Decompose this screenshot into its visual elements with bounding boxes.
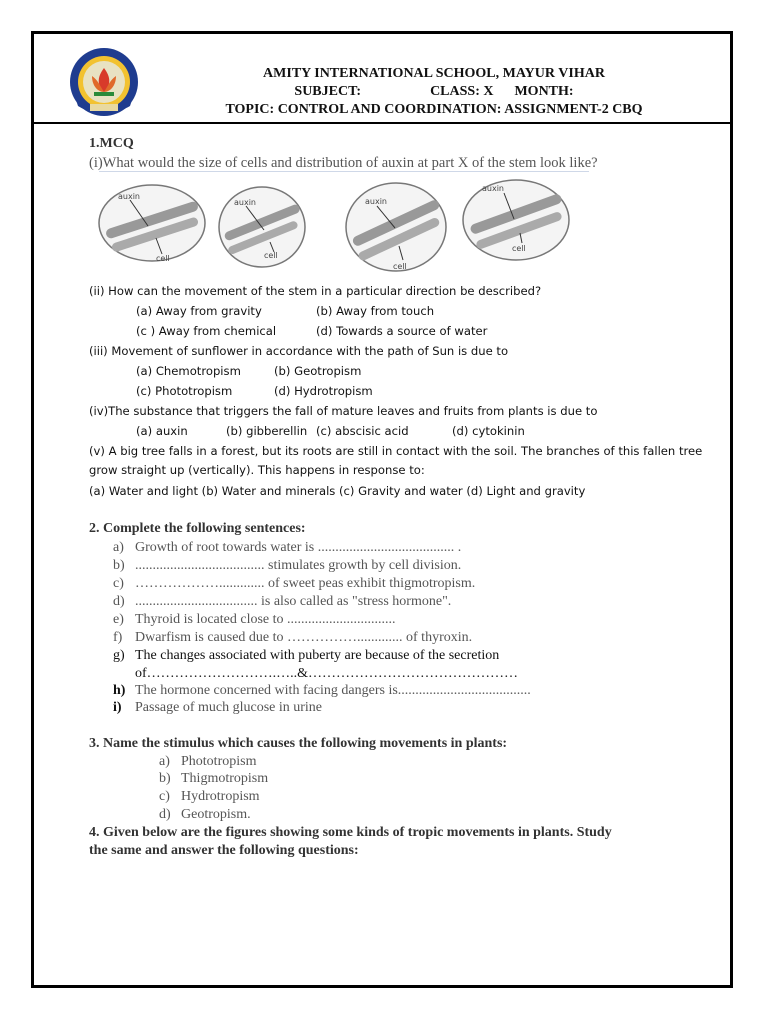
q2-item-d: d) ................................... is also called as "stress hormone". <box>113 594 452 609</box>
cell-label-b: cell <box>264 251 278 260</box>
q3-item-d: d) Geotropism. <box>159 807 251 822</box>
school-name: AMITY INTERNATIONAL SCHOOL, MAYUR VIHAR <box>263 66 605 81</box>
q1-iii-option-d: (d) Hydrotropism <box>274 384 373 398</box>
q1-v-options: (a) Water and light (b) Water and minerals (c) Gravity and water (d) Light and gravity <box>89 484 586 498</box>
q2-item-a: a) Growth of root towards water is ....................................... . <box>113 540 462 555</box>
q4-prompt <box>89 824 612 860</box>
q1-iv-option-d: (d) cytokinin <box>452 424 525 438</box>
auxin-label-a: auxin <box>118 192 140 201</box>
q3-item-c: c) Hydrotropism <box>159 789 260 804</box>
q2-item-i: i) Passage of much glucose in urine <box>113 700 323 715</box>
q1-iii-option-c: (c) Phototropism <box>136 384 233 398</box>
cell-label-d: cell <box>512 244 526 253</box>
class-label: CLASS: X <box>430 84 494 99</box>
cell-label-c: cell <box>393 262 407 271</box>
diagram-b <box>216 184 308 270</box>
diagram-a <box>96 182 208 264</box>
q1-iv-option-b: (b) gibberellin <box>226 424 308 438</box>
q1-iv-option-c: (c) abscisic acid <box>316 424 409 438</box>
diagram-d <box>460 177 572 263</box>
topic-title: TOPIC: CONTROL AND COORDINATION: ASSIGNMENT-2 CBQ <box>225 102 643 117</box>
q1-iv-option-a: (a) auxin <box>136 424 188 438</box>
diagram-c <box>343 180 449 274</box>
q1-ii-option-d: (d) Towards a source of water <box>316 324 488 338</box>
q3-item-b: b) Thigmotropism <box>159 771 269 786</box>
q4-line1: 4. Given below are the figures showing some kinds of tropic movements in plants. Study <box>89 825 612 840</box>
q1-i-question: (i)What would the size of cells and distribution of auxin at part X of the stem look like? <box>89 155 598 171</box>
q1-v-question-line1: (v) A big tree falls in a forest, but its roots are still in contact with the soil. The branches of this fallen tree <box>89 444 703 458</box>
month-label: MONTH: <box>514 84 574 99</box>
q3-item-a: a) Phototropism <box>159 754 257 769</box>
auxin-label-c: auxin <box>365 197 387 206</box>
q1-title: 1.MCQ <box>89 136 134 151</box>
q1-iii-option-b: (b) Geotropism <box>274 364 362 378</box>
q1-iii-option-a: (a) Chemotropism <box>136 364 241 378</box>
subject-label: SUBJECT: <box>294 84 362 99</box>
auxin-label-b: auxin <box>234 198 256 207</box>
q1-iv-question: (iv)The substance that triggers the fall of mature leaves and fruits from plants is due to <box>89 404 598 418</box>
q2-item-g: g) The changes associated with puberty are because of the secretion <box>113 648 500 663</box>
q2-item-h: h) The hormone concerned with facing dangers is...................................... <box>113 683 531 698</box>
q3-title: 3. Name the stimulus which causes the following movements in plants: <box>89 736 508 751</box>
q1-i-underline <box>99 171 589 172</box>
q2-item-f: f) Dwarfism is caused due to ……………............. of thyroxin. <box>113 630 473 645</box>
auxin-label-d: auxin <box>482 184 504 193</box>
document-header <box>140 65 728 119</box>
q2-item-g-continued: of……………………….…..&……………………………………… <box>135 666 519 681</box>
q4-line2: the same and answer the following questions: <box>89 843 359 858</box>
q1-iii-question: (iii) Movement of sunflower in accordance with the path of Sun is due to <box>89 344 509 358</box>
q1-ii-question: (ii) How can the movement of the stem in a particular direction be described? <box>89 284 542 298</box>
q2-item-e: e) Thyroid is located close to ............................... <box>113 612 396 627</box>
q2-item-b: b) ..................................... stimulates growth by cell division. <box>113 558 462 573</box>
q2-item-c: c) ………………............. of sweet peas exhibit thigmotropism. <box>113 576 476 591</box>
q1-ii-option-a: (a) Away from gravity <box>136 304 262 318</box>
header-rule <box>31 122 733 124</box>
q1-ii-option-b: (b) Away from touch <box>316 304 435 318</box>
q1-ii-option-c: (c ) Away from chemical <box>136 324 277 338</box>
q1-v-question-line2: grow straight up (vertically). This happens in response to: <box>89 463 425 477</box>
cell-label-a: cell <box>156 254 170 263</box>
q2-title: 2. Complete the following sentences: <box>89 521 306 536</box>
school-logo <box>68 46 140 118</box>
